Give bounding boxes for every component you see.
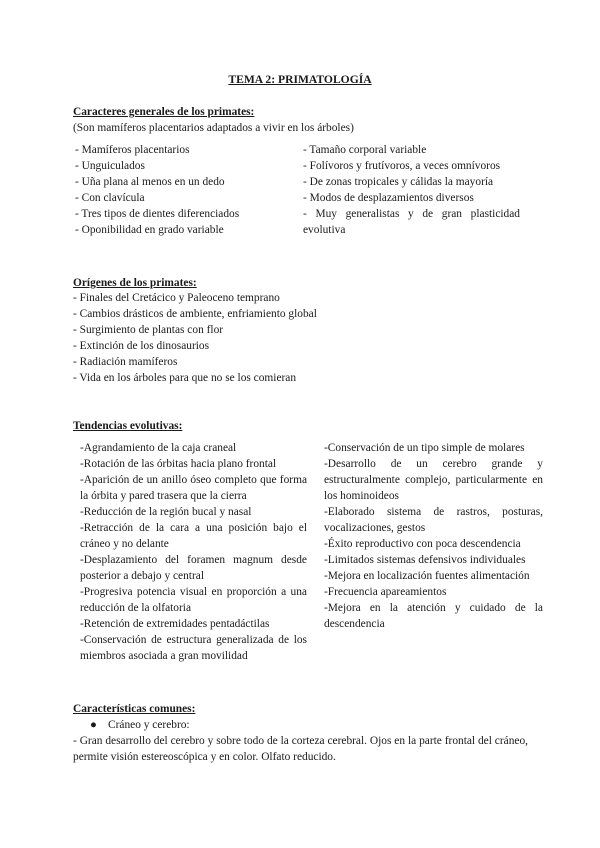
list-item: -Aparición de un anillo óseo completo que forma la órbita y pared trasera que la cierra — [80, 474, 307, 502]
list-item: - Finales del Cretácico y Paleoceno temprano — [73, 292, 280, 304]
list-item: -Limitados sistemas defensivos individuales — [324, 554, 526, 566]
origenes-list — [73, 290, 317, 386]
bullet-item — [90, 717, 190, 733]
list-item: -Mejora en la atención y cuidado de la descendencia — [324, 602, 543, 630]
tendencias-right-column — [324, 440, 543, 632]
list-item: -Reducción de la región bucal y nasal — [80, 506, 252, 518]
list-item: -Progresiva potencia visual en proporción a una reducción de la olfatoria — [80, 586, 307, 614]
list-item: - Tamaño corporal variable — [303, 144, 427, 156]
list-item: - Folívoros y frutívoros, a veces omnívoros — [303, 160, 501, 172]
list-item: - Extinción de los dinosaurios — [73, 340, 210, 352]
list-item: -Frecuencia apareamientos — [324, 586, 447, 598]
list-item: - Oponibilidad en grado variable — [75, 224, 224, 236]
body-paragraph: - Gran desarrollo del cerebro y sobre todo de la corteza cerebral. Ojos en la parte frontal del cráneo, permite visión estereoscópica y en color. Olfato reducido. — [73, 735, 528, 763]
list-item: - Radiación mamíferos — [73, 356, 178, 368]
list-item: - De zonas tropicales y cálidas la mayoría — [303, 176, 494, 188]
list-item: - Tres tipos de dientes diferenciados — [75, 208, 240, 220]
list-item: -Conservación de estructura generalizada de los miembros asociada a gran movilidad — [80, 634, 307, 662]
section-heading-caracteres: Caracteres generales de los primates: — [73, 106, 255, 118]
list-item: -Desarrollo de un cerebro grande y estructuralmente complejo, particularmente en los hominoideos — [324, 458, 543, 502]
list-item: - Vida en los árboles para que no se los comieran — [73, 372, 297, 384]
bullet-label: Cráneo y cerebro: — [108, 719, 190, 731]
list-item: - Surgimiento de plantas con flor — [73, 324, 224, 336]
section-heading-tendencias: Tendencias evolutivas: — [73, 420, 183, 432]
caracteres-right-column — [303, 142, 520, 238]
list-item: -Desplazamiento del foramen magnum desde posterior a debajo y central — [80, 554, 307, 582]
section-heading-origenes: Orígenes de los primates: — [73, 277, 197, 289]
list-item: - Unguiculados — [75, 160, 145, 172]
list-item: -Retracción de la cara a una posición bajo el cráneo y no delante — [80, 522, 307, 550]
list-item: -Retención de extremidades pentadáctilas — [80, 618, 270, 630]
tendencias-left-column — [80, 440, 307, 664]
list-item: -Elaborado sistema de rastros, posturas, vocalizaciones, gestos — [324, 506, 543, 534]
caracteres-left-column — [75, 142, 300, 238]
list-item: -Rotación de las órbitas hacia plano frontal — [80, 458, 277, 470]
list-item: -Mejora en localización fuentes alimentación — [324, 570, 530, 582]
list-item: -Éxito reproductivo con poca descendencia — [324, 538, 521, 550]
list-item: - Cambios drásticos de ambiente, enfriamiento global — [73, 308, 317, 320]
bullet-dot-icon: ● — [90, 719, 97, 731]
list-item: - Mamíferos placentarios — [75, 144, 190, 156]
caracteres-subtitle: (Son mamíferos placentarios adaptados a vivir en los árboles) — [73, 122, 354, 134]
list-item: - Uña plana al menos en un dedo — [75, 176, 225, 188]
page-title: TEMA 2: PRIMATOLOGÍA — [228, 73, 372, 86]
list-item: -Conservación de un tipo simple de molares — [324, 442, 525, 454]
section-heading-comunes: Características comunes: — [73, 703, 196, 715]
list-item: - Con clavícula — [75, 192, 145, 204]
list-item: -Agrandamiento de la caja craneal — [80, 442, 237, 454]
list-item: - Modos de desplazamientos diversos — [303, 192, 474, 204]
list-item: - Muy generalistas y de gran plasticidad evolutiva — [303, 208, 520, 236]
